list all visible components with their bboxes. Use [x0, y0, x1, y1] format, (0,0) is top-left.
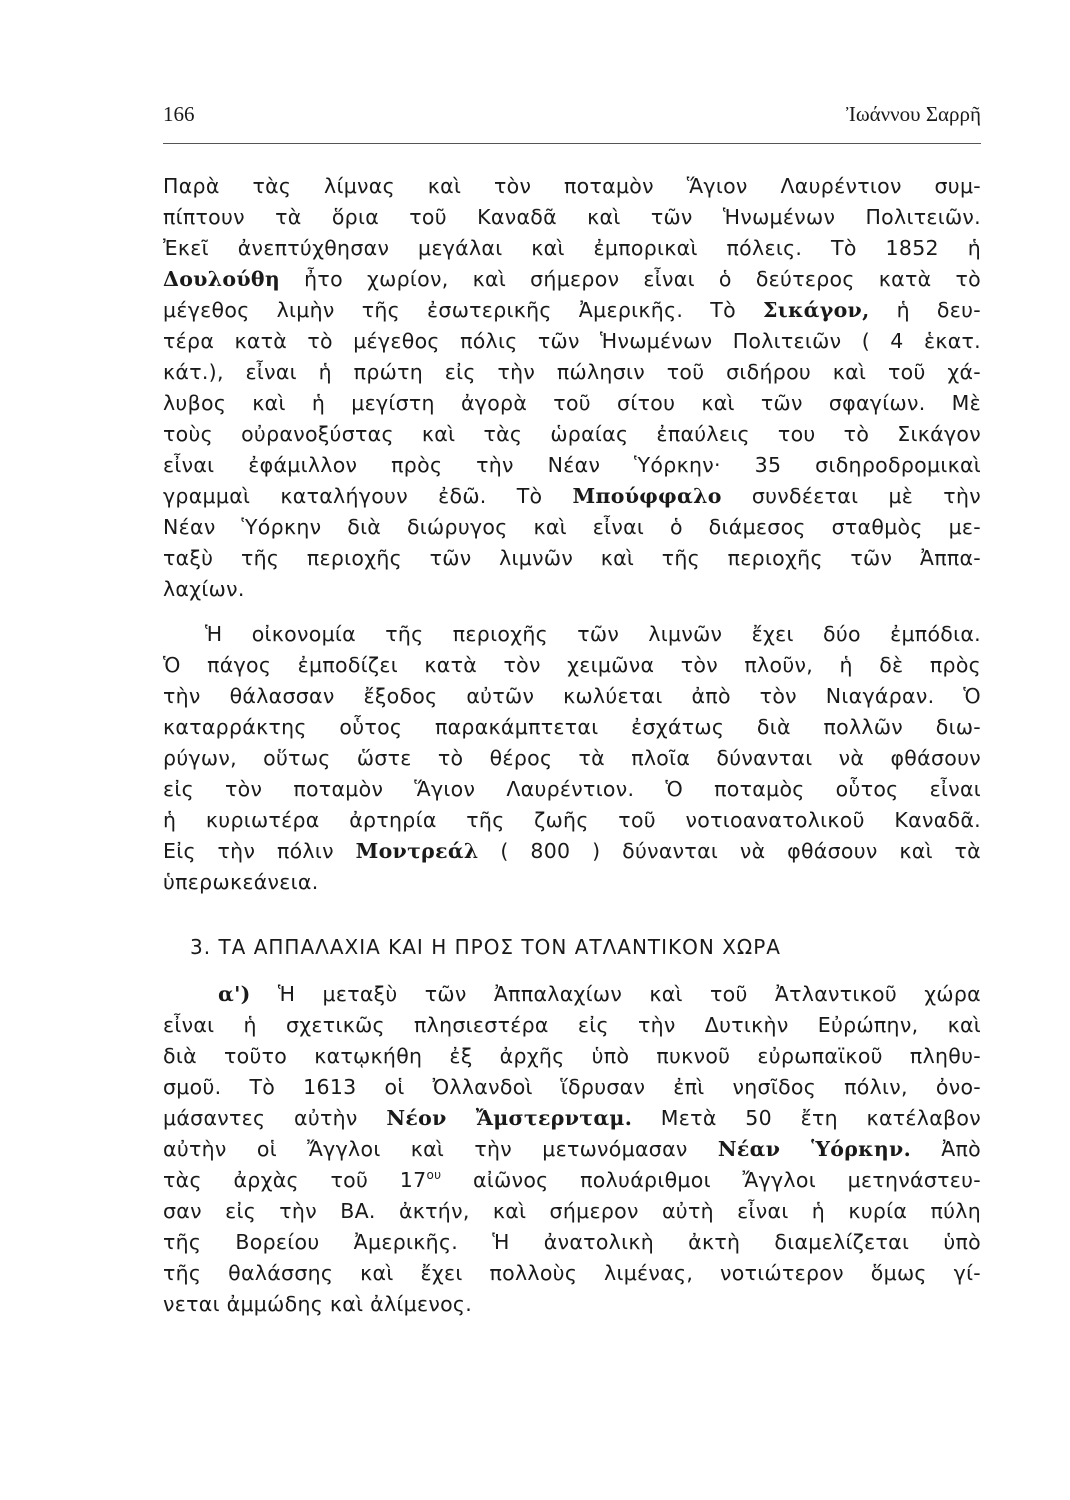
- text-line: σμοῦ. Τὸ 1613 οἱ Ὀλλανδοὶ ἵδρυσαν ἐπὶ νησῖδος πόλιν, ὀνο-: [163, 1075, 981, 1099]
- text-line: ρύγων, οὕτως ὥστε τὸ θέρος τὰ πλοῖα δύνανται νὰ φθάσουν: [163, 746, 981, 770]
- emphasis-place-name: Σικάγον,: [762, 298, 870, 322]
- text-line: σαν εἰς τὴν ΒΑ. ἀκτήν, καὶ σήμερον αὐτὴ εἶναι ἡ κυρία πύλη: [163, 1199, 981, 1223]
- text-line: Ἐκεῖ ἀνεπτύχθησαν μεγάλαι καὶ ἐμπορικαὶ πόλεις. Τὸ 1852 ἡ: [163, 236, 981, 260]
- text-line: νεται ἀμμώδης καὶ ἀλίμενος.: [163, 1292, 473, 1316]
- text-line: κάτ.), εἶναι ἡ πρώτη εἰς τὴν πώλησιν τοῦ σιδήρου καὶ τοῦ χά-: [163, 360, 981, 384]
- emphasis-place-name: Δουλούθη: [163, 267, 281, 291]
- text-line: τὴν θάλασσαν ἔξοδος αὐτῶν κωλύεται ἀπὸ τὸν Νιαγάραν. Ὁ: [163, 684, 981, 708]
- subsection-marker: α'): [218, 982, 251, 1006]
- text-span: αὐτὴν οἱ Ἄγγλοι καὶ τὴν μετωνόμασαν: [163, 1137, 718, 1161]
- text-span: μάσαντες αὐτὴν: [163, 1106, 387, 1130]
- text-line: [163, 837, 981, 865]
- text-span: ( 800 ) δύνανται νὰ φθάσουν καὶ τὰ: [478, 839, 981, 863]
- page-number: 166: [163, 102, 195, 126]
- text-line: τῆς θαλάσσης καὶ ἔχει πολλοὺς λιμένας, νοτιώτερον ὅμως γί-: [163, 1261, 981, 1285]
- text-line: Ὁ πάγος ἐμποδίζει κατὰ τὸν χειμῶνα τὸν πλοῦν, ἡ δὲ πρὸς: [163, 653, 981, 677]
- text-line: ταξὺ τῆς περιοχῆς τῶν λιμνῶν καὶ τῆς περιοχῆς τῶν Ἀππα-: [163, 546, 981, 570]
- emphasis-place-name: Μπούφφαλο: [572, 484, 722, 508]
- text-line: ἡ κυριωτέρα ἀρτηρία τῆς ζωῆς τοῦ νοτιοανατολικοῦ Καναδᾶ.: [163, 808, 981, 832]
- text-line: Παρὰ τὰς λίμνας καὶ τὸν ποταμὸν Ἅγιον Λαυρέντιον συμ-: [163, 174, 981, 198]
- text-line: [218, 980, 981, 1008]
- text-span: γραμμαὶ καταλήγουν ἐδῶ. Τὸ: [163, 484, 573, 508]
- text-span: Μετὰ 50 ἔτη κατέλαβον: [632, 1106, 981, 1130]
- superscript: ου: [426, 1168, 442, 1182]
- text-line: [163, 296, 981, 324]
- text-line: εἰς τὸν ποταμὸν Ἅγιον Λαυρέντιον. Ὁ ποταμὸς οὗτος εἶναι: [163, 777, 981, 801]
- text-line: καταρράκτης οὗτος παρακάμπτεται ἐσχάτως διὰ πολλῶν διω-: [163, 715, 981, 739]
- text-line: λαχίων.: [163, 577, 245, 601]
- text-line: λυβος καὶ ἡ μεγίστη ἀγορὰ τοῦ σίτου καὶ τῶν σφαγίων. Μὲ: [163, 391, 981, 415]
- text-line: [163, 482, 981, 510]
- text-span: μέγεθος λιμὴν τῆς ἐσωτερικῆς Ἀμερικῆς. Τὸ: [163, 298, 763, 322]
- running-head: Ἰωάννου Σαρρῆ: [845, 102, 981, 126]
- text-line: [163, 1166, 981, 1194]
- emphasis-place-name: Νέαν Ὑόρκην.: [717, 1137, 912, 1161]
- text-line: Νέαν Ὑόρκην διὰ διώρυγος καὶ εἶναι ὁ διάμεσος σταθμὸς με-: [163, 515, 981, 539]
- text-line: διὰ τοῦτο κατῳκήθη ἐξ ἀρχῆς ὑπὸ πυκνοῦ εὐρωπαϊκοῦ πληθυ-: [163, 1044, 981, 1068]
- text-line: εἶναι ἐφάμιλλον πρὸς τὴν Νέαν Ὑόρκην· 35 σιδηροδρομικαὶ: [163, 453, 981, 477]
- text-line: [163, 1135, 981, 1163]
- text-line: πίπτουν τὰ ὅρια τοῦ Καναδᾶ καὶ τῶν Ἡνωμένων Πολιτειῶν.: [163, 205, 981, 229]
- text-line: τῆς Βορείου Ἀμερικῆς. Ἡ ἀνατολικὴ ἀκτὴ διαμελίζεται ὑπὸ: [163, 1230, 981, 1254]
- text-span: ἡ δευ-: [869, 298, 981, 322]
- text-line: [163, 265, 981, 293]
- text-line: τέρα κατὰ τὸ μέγεθος πόλις τῶν Ἡνωμένων Πολιτειῶν ( 4 ἑκατ.: [163, 329, 981, 353]
- header-rule: [163, 143, 981, 144]
- text-line: εἶναι ἡ σχετικῶς πλησιεστέρα εἰς τὴν Δυτικὴν Εὐρώπην, καὶ: [163, 1013, 981, 1037]
- text-span: Ἀπὸ: [911, 1137, 982, 1161]
- text-span: τὰς ἀρχὰς τοῦ 17: [163, 1168, 427, 1192]
- text-span: συνδέεται μὲ τὴν: [721, 484, 981, 508]
- text-span: Εἰς τὴν πόλιν: [163, 839, 356, 863]
- page-header: [163, 102, 981, 132]
- section-heading: 3. ΤΑ ΑΠΠΑΛΑΧΙΑ ΚΑΙ Η ΠΡΟΣ ΤΟΝ ΑΤΛΑΝΤΙΚΟΝ ΧΩΡΑ: [190, 935, 781, 959]
- text-line: ὑπερωκεάνεια.: [163, 870, 319, 894]
- text-span: ἦτο χωρίον, καὶ σήμερον εἶναι ὁ δεύτερος κατὰ τὸ: [280, 267, 981, 291]
- text-line: τοὺς οὐρανοξύστας καὶ τὰς ὡραίας ἐπαύλεις του τὸ Σικάγον: [163, 422, 981, 446]
- text-span: Ἡ μεταξὺ τῶν Ἀππαλαχίων καὶ τοῦ Ἀτλαντικοῦ χώρα: [250, 982, 981, 1006]
- text-line: Ἡ οἰκονομία τῆς περιοχῆς τῶν λιμνῶν ἔχει δύο ἐμπόδια.: [205, 622, 981, 646]
- text-span: αἰῶνος πολυάριθμοι Ἄγγλοι μετηνάστευ-: [441, 1168, 981, 1192]
- emphasis-place-name: Νέον Ἄμστερνταμ.: [386, 1106, 633, 1130]
- emphasis-place-name: Μοντρεάλ: [355, 839, 479, 863]
- text-line: [163, 1104, 981, 1132]
